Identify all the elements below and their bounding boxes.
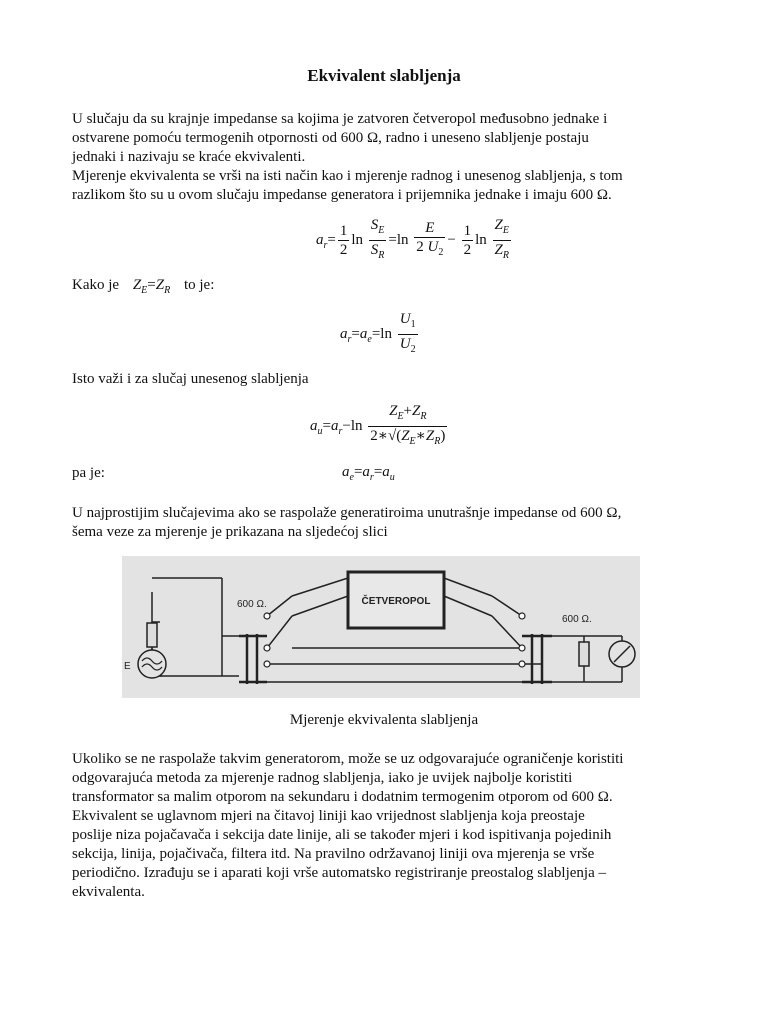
text-line: transformator sa malim otporom na sekundaru i dodatnim termogenim otporom od 600 Ω. bbox=[72, 789, 613, 805]
left-resistor-label: 600 Ω. bbox=[237, 599, 267, 610]
formula-ae-ar-au: $a_e=a_r=a_u$ bbox=[342, 464, 395, 483]
right-resistor-label: 600 Ω. bbox=[562, 614, 592, 625]
formula-ar-equation: $a_r=$ $\frac{1}{2}$ ln $\frac{S_E}{S_R}$ =ln $\frac{E}{2 U_2}$ − $\frac{1}{2}$ ln $\frac{Z_E}{Z_R}$ bbox=[316, 217, 509, 261]
formula-ar-ae: $a_r=a_e=\ln$ $\frac{U_1}{U_2}$ bbox=[340, 311, 416, 355]
text-line: odgovarajuća metoda za mjerenje radnog slabljenja, iako je uvijek najbolje koristiti bbox=[72, 770, 573, 786]
pa-je-text: pa je: bbox=[72, 465, 105, 481]
kako-je-text: Kako je bbox=[72, 277, 120, 293]
text-line: sekcija, linija, pojačivača, filtera itd. Na pravilno održavanoj liniji ova mjerenja se vrše bbox=[72, 846, 595, 862]
formula-au: $a_u=a_r-\ln$ $\frac{Z_E+Z_R}{2∗√(Z_E∗Z_R)}$ bbox=[310, 403, 446, 447]
to-je-text: to je: bbox=[183, 277, 215, 293]
text-line: razlikom što su u ovom slučaju impedanse generatora i prijemnika jednake i imaju 600 Ω. bbox=[72, 187, 612, 203]
text-line: šema veze za mjerenje je prikazana na sljedećoj slici bbox=[72, 524, 388, 540]
text-line: U slučaju da su krajnje impedanse sa kojima je zatvoren četveropol međusobno jednake i bbox=[72, 111, 608, 127]
isto-vazi-text: Isto važi i za slučaj unesenog slabljenja bbox=[72, 371, 309, 387]
circuit-diagram-svg bbox=[122, 556, 640, 698]
text-line: ostvarene pomoću termogenih otpornosti od 600 Ω, radno i uneseno slabljenje postaju bbox=[72, 130, 589, 146]
generator-label: E bbox=[124, 661, 131, 672]
text-line: periodično. Izrađuju se i aparati koji vrše automatsko registriranje preostalog slabljenja – bbox=[72, 865, 606, 881]
circuit-diagram bbox=[122, 556, 640, 698]
text-line: ekvivalenta. bbox=[72, 884, 145, 900]
najprostijim-paragraph bbox=[72, 504, 702, 542]
closing-paragraph bbox=[72, 750, 702, 902]
meter-icon bbox=[609, 641, 635, 667]
quadripole-label: ČETVEROPOL bbox=[361, 596, 431, 607]
page-title: Ekvivalent slabljenja bbox=[307, 66, 461, 85]
formula-ze-zr: $Z_E=Z_R$ bbox=[132, 277, 171, 296]
text-line: poslije niza pojačavača i sekcija date linije, ali se također mjeri i kod ispitivanja pojedinih bbox=[72, 827, 612, 843]
text-line: Ekvivalent se uglavnom mjeri na čitavoj liniji kao vrijednost slabljenja koja preostaje bbox=[72, 808, 585, 824]
intro-paragraph bbox=[72, 110, 702, 205]
text-line: U najprostijim slučajevima ako se raspolaže generatiroima unutrašnje impedanse od 600 Ω, bbox=[72, 505, 622, 521]
text-line: Ukoliko se ne raspolaže takvim generatorom, može se uz odgovarajuće ograničenje koristiti bbox=[72, 751, 624, 767]
text-line: Mjerenje ekvivalenta se vrši na isti način kao i mjerenje radnog i unesenog slabljenja, s tom bbox=[72, 168, 623, 184]
kako-je-line bbox=[72, 276, 702, 300]
text-line: jednaki i nazivaju se kraće ekvivalenti. bbox=[72, 149, 306, 165]
figure-caption: Mjerenje ekvivalenta slabljenja bbox=[289, 712, 479, 728]
generator-icon bbox=[138, 650, 166, 678]
